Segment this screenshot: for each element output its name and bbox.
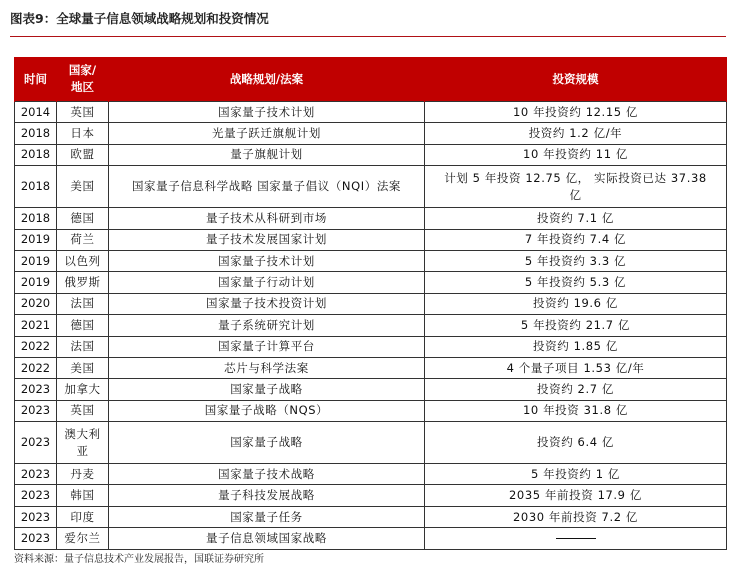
cell-country	[57, 506, 109, 527]
cell-year-text: 2022	[20, 339, 51, 354]
cell-year-text: 2023	[20, 403, 51, 418]
cell-year	[15, 272, 57, 293]
cell-country-text: 韩国	[70, 488, 95, 503]
cell-strategy	[109, 123, 425, 144]
cell-country-text: 法国	[70, 296, 95, 311]
cell-investment-text: 10 年投资 31.8 亿	[522, 403, 628, 418]
cell-year	[15, 400, 57, 421]
cell-strategy	[109, 272, 425, 293]
cell-investment-text: 投资约 7.1 亿	[537, 210, 614, 225]
cell-country-text: 日本	[70, 126, 95, 141]
cell-country-text: 印度	[70, 509, 95, 524]
cell-year-text: 2020	[20, 296, 51, 311]
cell-strategy	[109, 379, 425, 400]
cell-country-text: 德国	[70, 210, 95, 225]
cell-strategy-text: 国家量子技术计划	[218, 253, 315, 268]
cell-country-text: 澳大利亚	[64, 426, 101, 458]
table-row	[15, 315, 727, 336]
cell-country-text: 欧盟	[70, 147, 95, 162]
cell-country-text: 爱尔兰	[64, 530, 101, 545]
cell-year	[15, 506, 57, 527]
cell-investment	[425, 166, 727, 208]
cell-strategy-text: 量子系统研究计划	[218, 317, 315, 332]
cell-strategy-text: 量子信息领域国家战略	[206, 530, 327, 545]
cell-country	[57, 229, 109, 250]
cell-strategy	[109, 485, 425, 506]
cell-year	[15, 102, 57, 123]
cell-year	[15, 166, 57, 208]
cell-country	[57, 464, 109, 485]
table-row	[15, 379, 727, 400]
cell-country	[57, 123, 109, 144]
cell-strategy-text: 国家量子战略	[230, 435, 303, 450]
table-row	[15, 464, 727, 485]
cell-year	[15, 422, 57, 464]
cell-country	[57, 272, 109, 293]
cell-year-text: 2023	[20, 381, 51, 396]
table-row	[15, 166, 727, 208]
cell-strategy	[109, 315, 425, 336]
cell-strategy	[109, 464, 425, 485]
cell-year-text: 2018	[20, 126, 51, 141]
cell-strategy	[109, 336, 425, 357]
cell-country-text: 法国	[70, 339, 95, 354]
cell-investment	[425, 250, 727, 271]
cell-investment-text	[556, 531, 596, 545]
cell-strategy	[109, 144, 425, 165]
table-row	[15, 208, 727, 229]
cell-investment	[425, 272, 727, 293]
cell-country-text: 以色列	[64, 253, 101, 268]
cell-country-text: 美国	[70, 360, 95, 375]
cell-strategy	[109, 166, 425, 208]
cell-investment	[425, 422, 727, 464]
cell-country-text: 美国	[70, 179, 95, 194]
cell-investment-text: 计划 5 年投资 12.75 亿， 实际投资已达 37.38 亿	[444, 170, 707, 202]
table-header-row	[15, 57, 727, 102]
cell-year-text: 2018	[20, 147, 51, 162]
cell-country	[57, 379, 109, 400]
table-row	[15, 250, 727, 271]
cell-investment-text: 5 年投资约 5.3 亿	[524, 275, 627, 290]
cell-strategy-text: 量子技术从科研到市场	[206, 210, 327, 225]
cell-strategy-text: 国家量子战略	[230, 381, 303, 396]
table-row	[15, 229, 727, 250]
cell-country	[57, 422, 109, 464]
cell-year-text: 2018	[20, 179, 51, 194]
cell-strategy	[109, 293, 425, 314]
cell-country-text: 丹麦	[70, 466, 95, 481]
cell-country	[57, 528, 109, 549]
table-row	[15, 485, 727, 506]
title-rule	[10, 36, 726, 37]
cell-country	[57, 357, 109, 378]
cell-investment	[425, 357, 727, 378]
cell-strategy-text: 国家量子技术战略	[218, 466, 315, 481]
cell-year-text: 2021	[20, 317, 51, 332]
cell-year-text: 2023	[20, 509, 51, 524]
table-row	[15, 293, 727, 314]
source-note: 资料来源：量子信息技术产业发展报告，国联证券研究所	[14, 554, 264, 565]
cell-investment	[425, 336, 727, 357]
cell-investment-text: 投资约 1.85 亿	[533, 339, 618, 354]
header-country	[57, 57, 109, 102]
cell-country	[57, 250, 109, 271]
cell-investment	[425, 208, 727, 229]
cell-year	[15, 293, 57, 314]
cell-country	[57, 166, 109, 208]
cell-strategy-text: 国家量子计算平台	[218, 339, 315, 354]
cell-strategy-text: 量子旗舰计划	[230, 147, 303, 162]
cell-year	[15, 144, 57, 165]
cell-country	[57, 485, 109, 506]
cell-strategy-text: 国家量子技术投资计划	[206, 296, 327, 311]
cell-year-text: 2019	[20, 232, 51, 247]
cell-investment-text: 7 年投资约 7.4 亿	[524, 232, 627, 247]
cell-strategy-text: 国家量子技术计划	[218, 104, 315, 119]
header-strategy: 战略规划/法案	[109, 57, 425, 102]
cell-investment	[425, 379, 727, 400]
cell-country-text: 德国	[70, 317, 95, 332]
cell-year-text: 2023	[20, 488, 51, 503]
cell-country	[57, 144, 109, 165]
cell-investment-text: 5 年投资约 3.3 亿	[524, 253, 627, 268]
cell-strategy-text: 国家量子战略（NQS）	[204, 403, 329, 418]
cell-investment	[425, 464, 727, 485]
cell-investment-text: 投资约 1.2 亿/年	[528, 126, 623, 141]
cell-investment	[425, 102, 727, 123]
cell-year	[15, 485, 57, 506]
cell-strategy-text: 光量子跃迁旗舰计划	[212, 126, 321, 141]
table-row	[15, 144, 727, 165]
cell-strategy	[109, 102, 425, 123]
table-row	[15, 102, 727, 123]
cell-investment-text: 2035 年前投资 17.9 亿	[509, 488, 642, 503]
cell-investment-text: 5 年投资约 1 亿	[530, 466, 621, 481]
table-row	[15, 123, 727, 144]
cell-year-text: 2023	[20, 466, 51, 481]
cell-strategy	[109, 229, 425, 250]
cell-country	[57, 336, 109, 357]
cell-year-text: 2014	[20, 104, 51, 119]
table-row	[15, 422, 727, 464]
cell-strategy-text: 国家量子信息科学战略 国家量子倡议（NQI）法案	[131, 179, 402, 194]
cell-year-text: 2023	[20, 435, 51, 450]
cell-country-text: 俄罗斯	[64, 275, 101, 290]
cell-strategy	[109, 528, 425, 549]
cell-investment	[425, 506, 727, 527]
cell-year-text: 2018	[20, 210, 51, 225]
cell-year	[15, 336, 57, 357]
table-row	[15, 528, 727, 549]
cell-year	[15, 250, 57, 271]
cell-strategy-text: 芯片与科学法案	[224, 360, 309, 375]
cell-investment-text: 5 年投资约 21.7 亿	[520, 317, 631, 332]
cell-investment	[425, 400, 727, 421]
cell-country	[57, 102, 109, 123]
cell-investment-text: 2030 年前投资 7.2 亿	[512, 509, 639, 524]
table-body	[15, 102, 727, 550]
cell-strategy-text: 量子技术发展国家计划	[206, 232, 327, 247]
cell-country-text: 荷兰	[70, 232, 95, 247]
cell-country	[57, 400, 109, 421]
cell-year	[15, 315, 57, 336]
cell-investment-text: 10 年投资约 11 亿	[523, 147, 628, 162]
cell-year	[15, 464, 57, 485]
cell-country-text: 英国	[70, 104, 95, 119]
cell-strategy	[109, 250, 425, 271]
cell-investment-text: 投资约 19.6 亿	[533, 296, 618, 311]
cell-country	[57, 315, 109, 336]
cell-investment	[425, 123, 727, 144]
header-investment: 投资规模	[425, 57, 727, 102]
cell-investment	[425, 528, 727, 549]
cell-year-text: 2019	[20, 253, 51, 268]
cell-strategy-text: 国家量子行动计划	[218, 275, 315, 290]
cell-year-text: 2022	[20, 360, 51, 375]
cell-investment	[425, 229, 727, 250]
cell-strategy	[109, 357, 425, 378]
table-row	[15, 400, 727, 421]
cell-country-text: 英国	[70, 403, 95, 418]
cell-country	[57, 293, 109, 314]
cell-investment	[425, 485, 727, 506]
cell-country-text: 加拿大	[64, 381, 101, 396]
cell-investment-text: 10 年投资约 12.15 亿	[512, 104, 639, 119]
header-year: 时间	[15, 57, 57, 102]
table-row	[15, 272, 727, 293]
cell-year-text: 2023	[20, 530, 51, 545]
header-country-label: 国家/地区	[68, 63, 97, 94]
cell-strategy-text: 量子科技发展战略	[218, 488, 315, 503]
cell-investment	[425, 315, 727, 336]
cell-year	[15, 123, 57, 144]
cell-strategy	[109, 400, 425, 421]
cell-year-text: 2019	[20, 275, 51, 290]
dash-placeholder	[556, 538, 596, 539]
cell-investment-text: 投资约 2.7 亿	[537, 381, 614, 396]
cell-year	[15, 208, 57, 229]
figure-title: 图表9：全球量子信息领域战略规划和投资情况	[10, 11, 269, 26]
cell-strategy	[109, 422, 425, 464]
table-row	[15, 506, 727, 527]
cell-strategy	[109, 208, 425, 229]
table-row	[15, 336, 727, 357]
cell-year	[15, 357, 57, 378]
cell-strategy	[109, 506, 425, 527]
cell-country	[57, 208, 109, 229]
cell-year	[15, 379, 57, 400]
cell-investment-text: 4 个量子项目 1.53 亿/年	[506, 360, 645, 375]
cell-year	[15, 528, 57, 549]
cell-investment	[425, 144, 727, 165]
table-row	[15, 357, 727, 378]
cell-investment-text: 投资约 6.4 亿	[537, 435, 614, 450]
cell-investment	[425, 293, 727, 314]
cell-strategy-text: 国家量子任务	[230, 509, 303, 524]
strategy-investment-table	[14, 57, 727, 550]
cell-year	[15, 229, 57, 250]
